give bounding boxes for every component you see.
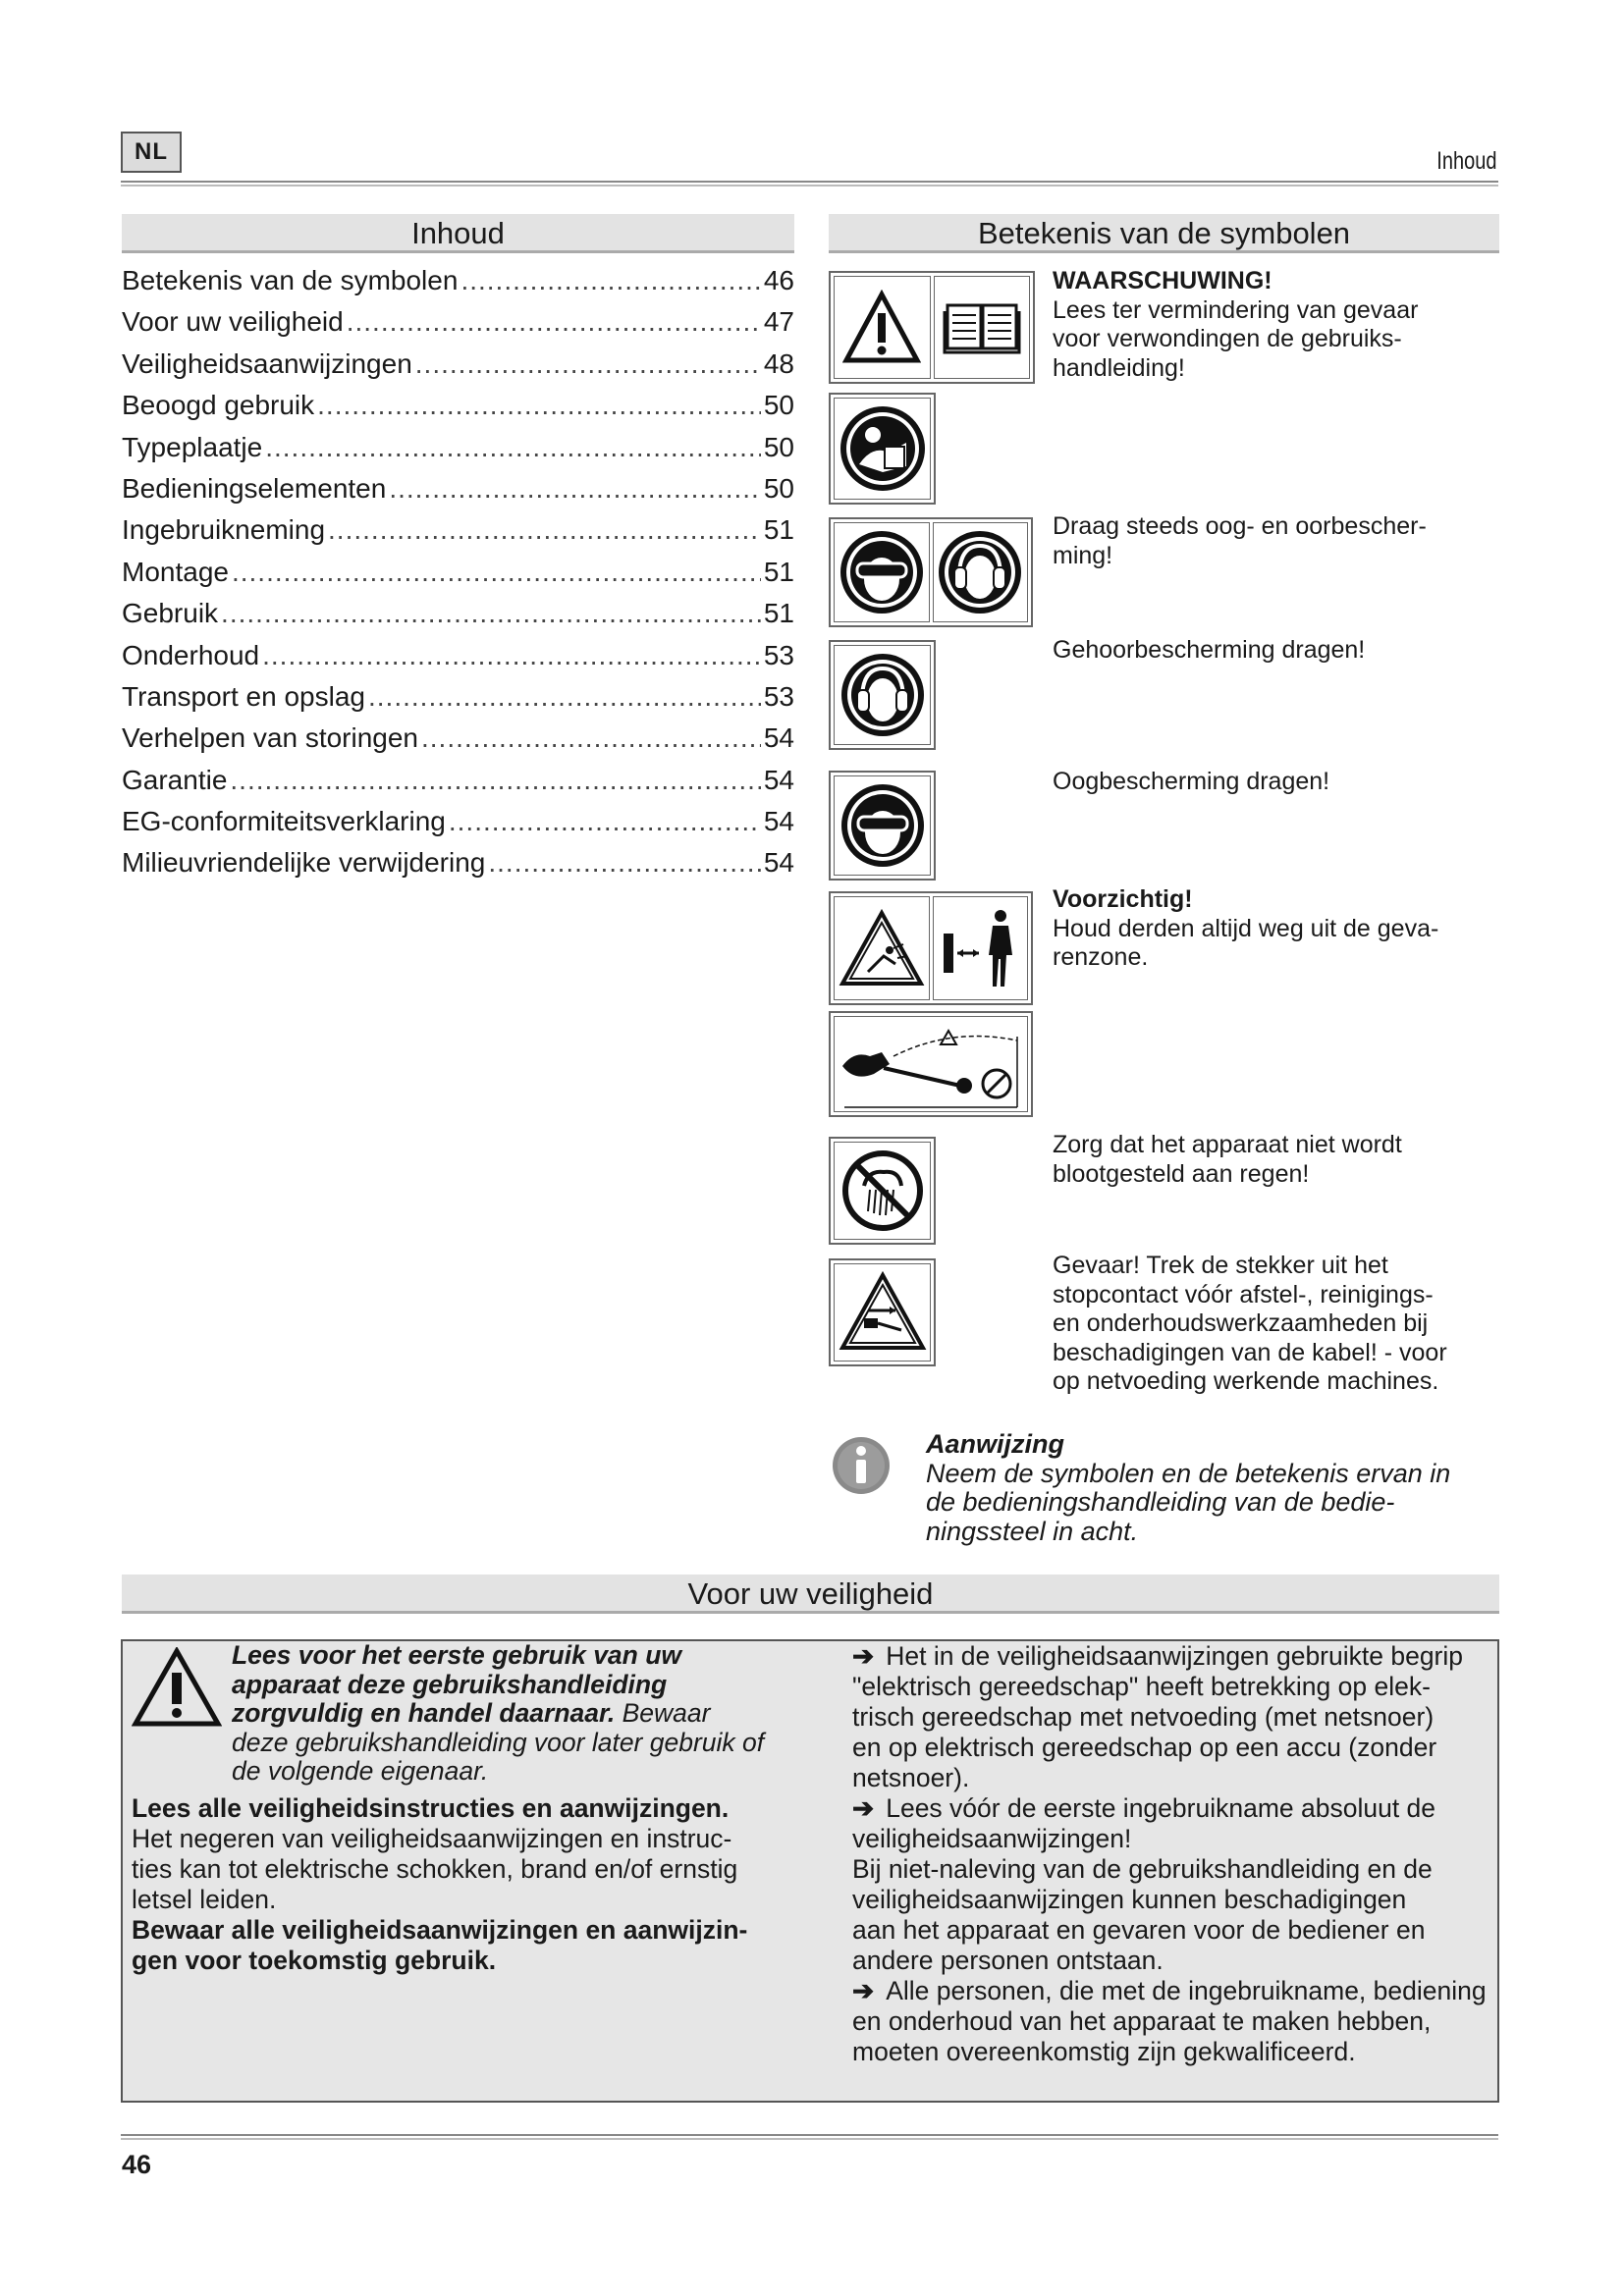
unplug-symbol <box>829 1258 936 1366</box>
eye-ear-protection-symbol <box>829 517 1033 627</box>
toc-entry-label: Voor uw veiligheid <box>122 306 344 338</box>
toc-entry-page: 50 <box>763 431 794 462</box>
symbols-heading: Betekenis van de symbolen <box>829 214 1499 253</box>
keep-distance-icon <box>933 896 1029 1000</box>
running-header: Inhoud <box>1435 147 1496 175</box>
arrow-icon: ➔ <box>852 1793 875 1823</box>
hearing-text: Gehoorbescherming dragen! <box>1053 636 1366 664</box>
ear-muffs-icon <box>933 522 1029 622</box>
toc-entry-page: 50 <box>763 472 794 504</box>
table-of-contents <box>122 265 794 889</box>
toc-leader-dots <box>232 557 761 588</box>
toc-leader-dots <box>421 722 761 754</box>
toc-entry-label: Transport en opslag <box>122 680 365 712</box>
toc-leader-dots <box>415 348 761 380</box>
toc-entry-label: Veiligheidsaanwijzingen <box>122 347 412 379</box>
ear-protection-icon <box>834 645 931 745</box>
eye-protection-symbol <box>829 771 936 881</box>
toc-entry[interactable] <box>122 847 794 888</box>
page-number: 46 <box>122 2150 152 2179</box>
goggles-icon <box>834 522 930 622</box>
toc-entry-page: 48 <box>763 347 794 379</box>
toc-entry-label: Ingebruikneming <box>122 514 326 546</box>
toc-entry[interactable] <box>122 348 794 390</box>
warning-triangle-icon <box>834 276 931 379</box>
toc-leader-dots <box>347 306 761 338</box>
toc-entry-label: Garantie <box>122 764 228 795</box>
toc-entry-label: Onderhoud <box>122 639 260 670</box>
toc-entry[interactable] <box>122 722 794 764</box>
note-text: Aanwijzing Neem de symbolen en de betekenis ervan in de bedieningshandleiding van de bedie- ningssteel in acht. <box>926 1429 1451 1546</box>
toc-leader-dots <box>328 514 761 546</box>
toc-leader-dots <box>449 806 761 837</box>
warning-text: WAARSCHUWING! Lees ter vermindering van gevaar voor verwondingen de gebruiks- handleiding! <box>1053 267 1419 382</box>
safety-heading: Voor uw veiligheid <box>122 1575 1499 1614</box>
toc-entry-page: 51 <box>763 598 794 629</box>
toc-entry[interactable] <box>122 765 794 806</box>
toc-entry-label: EG-conformiteitsverklaring <box>122 806 446 837</box>
toc-leader-dots <box>368 681 761 713</box>
toc-entry[interactable] <box>122 306 794 347</box>
toc-entry[interactable] <box>122 390 794 431</box>
toc-entry-page: 54 <box>763 722 794 754</box>
toc-entry-label: Milieuvriendelijke verwijdering <box>122 847 486 879</box>
rain-text: Zorg dat het apparaat niet wordt blootgesteld aan regen! <box>1053 1131 1402 1188</box>
eye-text: Oogbescherming dragen! <box>1053 768 1330 795</box>
arrow-icon: ➔ <box>852 1976 875 2005</box>
book-icon <box>934 276 1031 379</box>
toc-entry-page: 50 <box>763 390 794 421</box>
read-manual-icon <box>834 398 931 500</box>
toc-leader-dots <box>460 265 760 296</box>
arrow-icon: ➔ <box>852 1641 875 1671</box>
toc-entry-page: 51 <box>763 514 794 546</box>
no-rain-icon <box>834 1142 931 1240</box>
toc-entry-page: 51 <box>763 556 794 587</box>
toc-entry-page: 47 <box>763 306 794 338</box>
unplug-icon <box>834 1263 931 1362</box>
toc-entry-label: Betekenis van de symbolen <box>122 265 459 295</box>
toc-leader-dots <box>221 598 761 629</box>
header-rule <box>121 181 1498 187</box>
toc-leader-dots <box>389 473 761 505</box>
read-manual-symbol <box>829 393 936 505</box>
toc-entry-label: Montage <box>122 556 229 587</box>
manual-notice: Lees voor het eerste gebruik van uw apparaat deze gebruikshandleiding zorgvuldig en handel daarnaar. Bewaar deze gebruikshandleiding voor later gebruik of de volgende eigenaar. <box>232 1640 765 1786</box>
toc-entry-label: Bedieningselementen <box>122 472 387 504</box>
toc-entry-page: 54 <box>763 764 794 795</box>
toc-entry[interactable] <box>122 432 794 473</box>
toc-entry[interactable] <box>122 598 794 639</box>
toc-entry-page: 54 <box>763 847 794 879</box>
toc-entry[interactable] <box>122 265 794 306</box>
toc-entry[interactable] <box>122 557 794 598</box>
safety-left-column: Lees alle veiligheidsinstructies en aanwijzingen. Het negeren van veiligheidsaanwijzingen en instruc- ties kan tot elektrische schokken, brand en/of ernstig letsel leiden. Bewaar alle veiligheidsaanwijzingen en aanwijzin- gen voor toekomstig gebruik. <box>132 1793 748 1975</box>
toc-entry[interactable] <box>122 681 794 722</box>
toc-leader-dots <box>262 640 761 671</box>
toc-entry[interactable] <box>122 473 794 514</box>
toc-leader-dots <box>265 432 761 463</box>
language-badge: NL <box>121 132 182 173</box>
caution-symbol <box>829 891 1033 1005</box>
toc-entry-page: 46 <box>763 265 794 295</box>
toc-leader-dots <box>317 390 761 421</box>
toc-heading: Inhoud <box>122 214 794 253</box>
eye-protection-icon <box>834 775 931 876</box>
toc-entry-label: Typeplaatje <box>122 431 263 462</box>
toc-entry-page: 53 <box>763 680 794 712</box>
warning-read-manual-symbol <box>829 271 1035 384</box>
toc-entry-label: Beoogd gebruik <box>122 390 315 421</box>
toc-entry[interactable] <box>122 806 794 847</box>
footer-rule <box>121 2134 1498 2140</box>
eye-ear-text: Draag steeds oog- en oorbescher- ming! <box>1053 512 1427 569</box>
toc-entry[interactable] <box>122 640 794 681</box>
warning-triangle-icon <box>132 1647 222 1733</box>
safety-right-column: ➔ Het in de veiligheidsaanwijzingen gebruikte begrip "elektrisch gereedschap" heeft betrekking op elek- trisch gereedschap met netvoeding (met netsnoer) en op elektrisch gereedschap op een accu (zonder netsnoer). ➔ Lees vóór de eerste ingebruikname absoluut de veiligheidsaanwijzingen! Bij niet-naleving van de gebruikshandleiding en de veiligheidsaanwijzingen kunnen beschadigingen aan het apparaat en gevaren voor de bediener en andere personen ontstaan. ➔ Alle personen, die met de ingebruikname, bediening en onderhoud van het apparaat te maken hebben, moeten overeenkomstig zijn gekwalificeerd. <box>852 1641 1487 2066</box>
toc-leader-dots <box>488 847 760 879</box>
toc-entry-page: 53 <box>763 639 794 670</box>
danger-text: Gevaar! Trek de stekker uit het stopcontact vóór afstel-, reinigings- en onderhoudswerkzaamheden bij beschadigingen van de kabel! - voor op netvoeding werkende machines. <box>1053 1252 1447 1395</box>
thrown-objects-icon <box>834 896 930 1000</box>
trimmer-distance-symbol <box>829 1011 1033 1117</box>
hearing-protection-symbol <box>829 640 936 750</box>
toc-entry-label: Verhelpen van storingen <box>122 722 418 754</box>
toc-entry-page: 54 <box>763 806 794 837</box>
trimmer-distance-icon <box>834 1016 1028 1112</box>
toc-leader-dots <box>230 765 760 796</box>
no-rain-symbol <box>829 1137 936 1245</box>
toc-entry[interactable] <box>122 514 794 556</box>
caution-text: Voorzichtig! Houd derden altijd weg uit de geva- renzone. <box>1053 885 1439 971</box>
toc-entry-label: Gebruik <box>122 598 219 629</box>
info-icon <box>831 1435 892 1501</box>
